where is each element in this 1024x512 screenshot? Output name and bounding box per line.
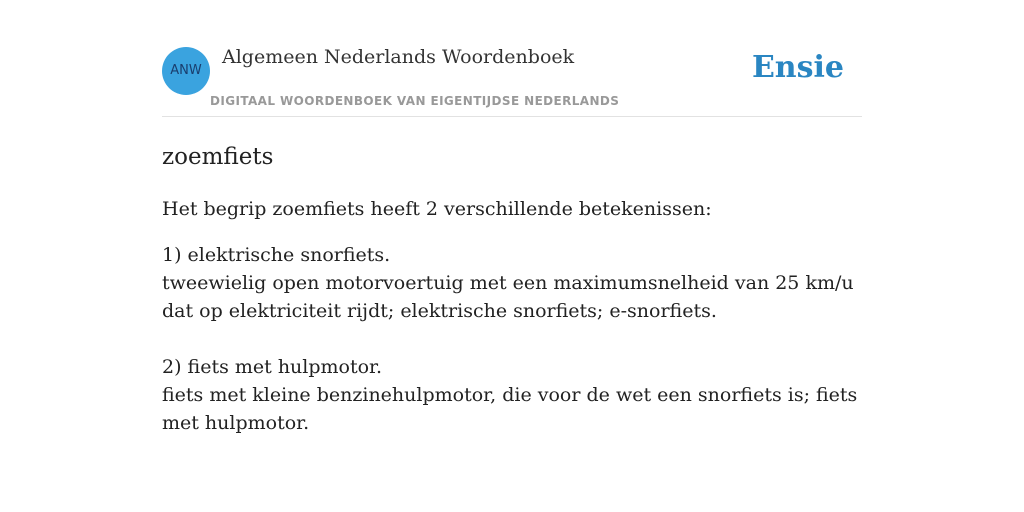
definition-text: tweewielig open motorvoertuig met een maximumsnelheid van 25 km/u dat op elektriciteit rijdt; elektrische snorfiets; e-snorfiets. <box>162 272 854 322</box>
definition-item <box>162 353 862 437</box>
site-title[interactable]: Algemeen Nederlands Woordenboek <box>222 46 575 68</box>
ensie-brand-link[interactable]: Ensie <box>751 50 844 85</box>
site-header <box>162 0 862 117</box>
entry-intro: Het begrip zoemfiets heeft 2 verschillende betekenissen: <box>162 198 712 220</box>
site-subtitle: DIGITAAL WOORDENBOEK VAN EIGENTIJDSE NEDERLANDS <box>210 94 620 108</box>
definition-heading: 1) elektrische snorfiets. <box>162 244 391 266</box>
entry-word-title: zoemfiets <box>162 144 274 170</box>
definition-text: fiets met kleine benzinehulpmotor, die voor de wet een snorfiets is; fiets met hulpmotor. <box>162 384 858 434</box>
page-container <box>162 0 862 437</box>
definition-item <box>162 241 862 325</box>
definition-heading: 2) fiets met hulpmotor. <box>162 356 383 378</box>
anw-logo-text: ANW <box>170 63 202 78</box>
anw-logo[interactable] <box>162 47 210 95</box>
